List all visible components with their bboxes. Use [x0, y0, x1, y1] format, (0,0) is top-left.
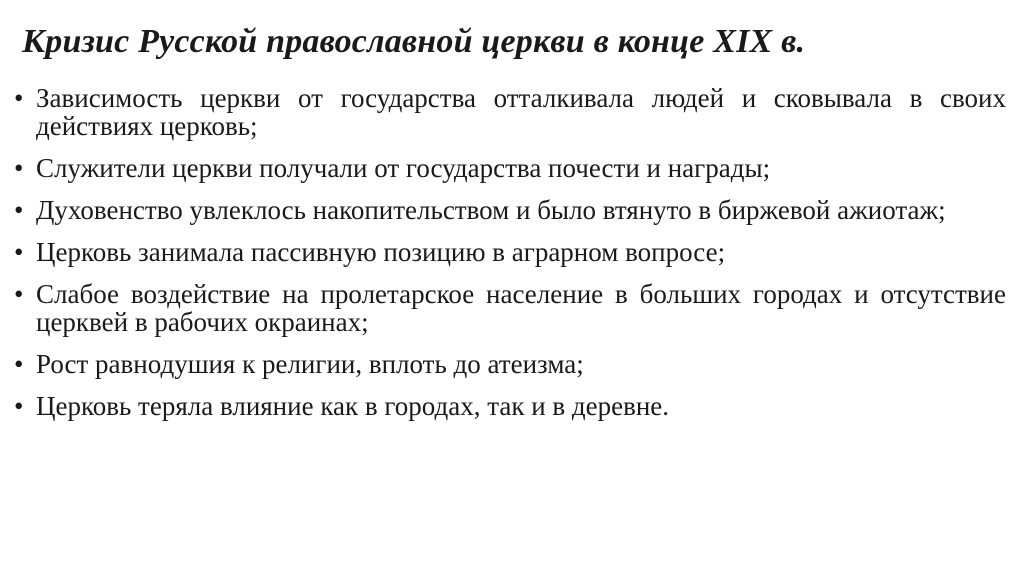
bullet-icon: •	[14, 349, 24, 379]
list-item	[14, 350, 1006, 378]
list-item-text: Церковь занимала пассивную позицию в аграрном вопросе;	[36, 237, 726, 267]
bullet-icon: •	[14, 195, 24, 225]
list-item	[14, 84, 1006, 140]
bullet-icon: •	[14, 153, 24, 183]
list-item	[14, 280, 1006, 336]
list-item	[14, 392, 1006, 420]
slide-title: Кризис Русской православной церкви в конце XIX в.	[22, 23, 806, 60]
bullet-icon: •	[14, 279, 24, 309]
bullet-icon: •	[14, 391, 24, 421]
bullet-icon: •	[14, 83, 24, 113]
list-item	[14, 238, 1006, 266]
list-item-text: Зависимость церкви от государства отталкивала людей и сковывала в своих действиях церковь;	[36, 83, 1006, 141]
list-item-text: Рост равнодушия к религии, вплоть до атеизма;	[36, 349, 584, 379]
bullet-icon: •	[14, 237, 24, 267]
bullet-list	[14, 84, 1006, 434]
list-item	[14, 154, 1006, 182]
list-item-text: Духовенство увлеклось накопительством и было втянуто в биржевой ажиотаж;	[36, 195, 946, 225]
list-item-text: Церковь теряла влияние как в городах, так и в деревне.	[36, 391, 670, 421]
list-item-text: Служители церкви получали от государства почести и награды;	[36, 153, 771, 183]
list-item	[14, 196, 1006, 224]
list-item-text: Слабое воздействие на пролетарское население в больших городах и отсутствие церквей в рабочих окраинах;	[36, 279, 1006, 337]
